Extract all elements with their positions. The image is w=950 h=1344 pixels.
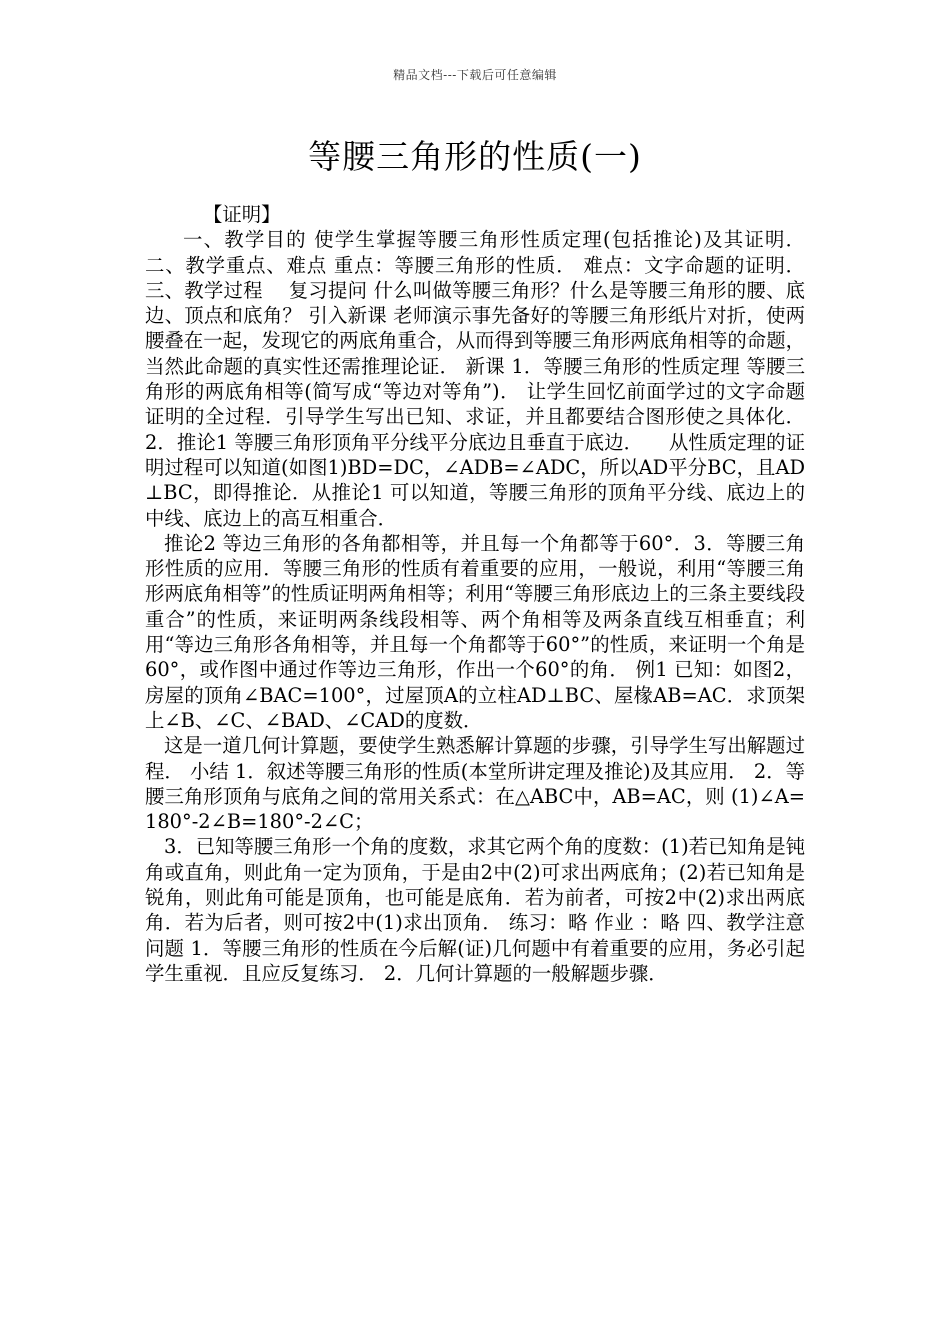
body-paragraph-1: 一、教学目的 使学生掌握等腰三角形性质定理(包括推论)及其证明． 二、教学重点、难点 重点：等腰三角形的性质． 难点：文字命题的证明． 三、教学过程 复习提问 什么叫做等腰三角形？什么是等腰三角形的腰、底边、顶点和底角？ 引入新课 老师演示事先备好的等腰三角形纸片对折，使两腰叠在一起，发现它的两底角重合，从而得到等腰三角形两底角相等的命题，当然此命题的真实性还需推理论证． 新课 1．等腰三角形的性质定理 等腰三角形的两底角相等(简写成“等边对等角”)． 让学生回忆前面学过的文字命题证明的全过程．引导学生写出已知、求证，并且都要结合图形使之具体化． 2．推论1 等腰三角形顶角平分线平分底边且垂直于底边． 从性质定理的证明过程可以知道(如图1)BD=DC，∠ADB=∠ADC，所以AD平分BC，且AD⊥BC，即得推论．从推论1 可以知道，等腰三角形的顶角平分线、底边上的中线、底边上的高互相重合． bbox=[145, 228, 805, 530]
body-paragraph-2: 推论2 等边三角形的各角都相等，并且每一个角都等于60°．3．等腰三角形性质的应用．等腰三角形的性质有着重要的应用，一般说，利用“等腰三角形两底角相等”的性质证明两角相等；利用“等腰三角形底边上的三条主要线段重合”的性质，来证明两条线段相等、两个角相等及两条直线互相垂直；利用“等边三角形各角相等，并且每一个角都等于60°”的性质，来证明一个角是60°，或作图中通过作等边三角形，作出一个60°的角． 例1 已知：如图2，房屋的顶角∠BAC=100°，过屋顶A的立柱AD⊥BC、屋椽AB=AC．求顶架上∠B、∠C、∠BAD、∠CAD的度数． bbox=[145, 531, 805, 732]
body-paragraph-4: 3．已知等腰三角形一个角的度数，求其它两个角的度数：(1)若已知角是钝角或直角，则此角一定为顶角，于是由2中(2)可求出两底角；(2)若已知角是锐角，则此角可能是顶角，也可能是底角．若为前者，可按2中(2)求出两底角．若为后者，则可按2中(1)求出顶角． 练习：略 作业 ：略 四、教学注意问题 1．等腰三角形的性质在今后解(证)几何题中有着重要的应用，务必引起学生重视．且应反复练习． 2．几何计算题的一般解题步骤． bbox=[145, 835, 805, 985]
document-title: 等腰三角形的性质(一) bbox=[308, 137, 642, 176]
page-header: 精品文档---下载后可任意编辑 bbox=[393, 68, 557, 82]
document-body bbox=[145, 202, 805, 986]
section-label: 【证明】 bbox=[203, 203, 281, 226]
body-paragraph-3: 这是一道几何计算题，要使学生熟悉解计算题的步骤，引导学生写出解题过程． 小结 1．叙述等腰三角形的性质(本堂所讲定理及推论)及其应用． 2．等腰三角形顶角与底角之间的常用关系式：在△ABC中，AB=AC，则 (1)∠A=180°-2∠B=180°-2∠C； bbox=[145, 734, 805, 834]
